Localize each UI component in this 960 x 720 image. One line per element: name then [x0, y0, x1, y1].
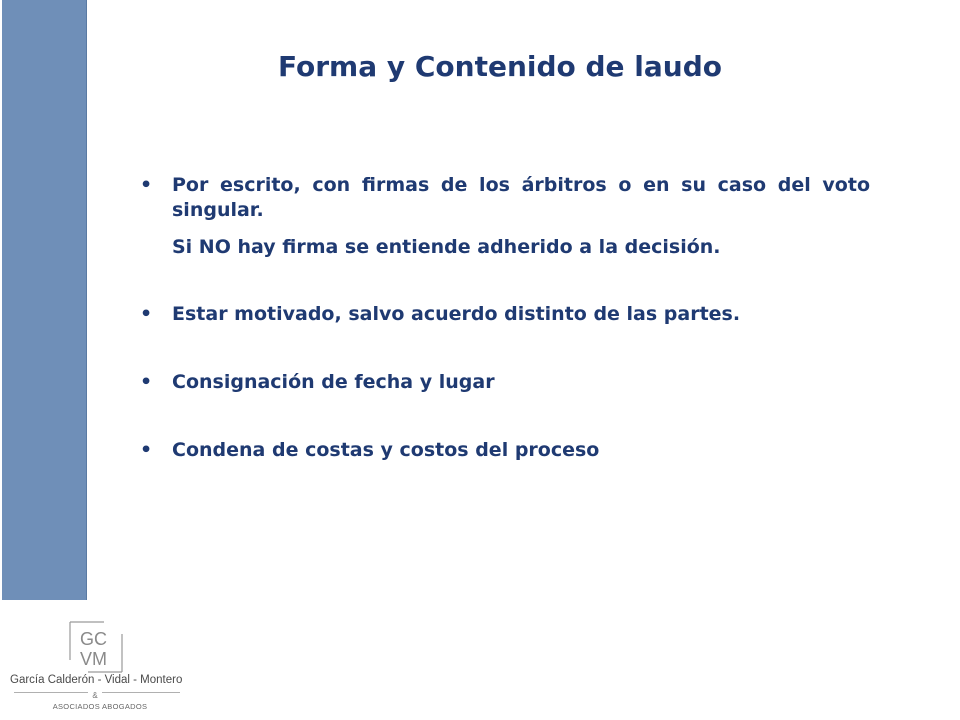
bullet-icon: •: [140, 174, 153, 196]
firm-logo: [10, 616, 183, 716]
bullet-text: Condena de costas y costos del proceso: [172, 439, 600, 461]
bullet-text: Por escrito, con firmas de los árbitros o en su caso del voto singular.: [172, 174, 870, 221]
bullet-icon: •: [140, 371, 153, 393]
bullet-list: [138, 173, 870, 463]
gcvm-monogram-icon: [68, 620, 124, 674]
firm-name: García Calderón - Vidal - Montero: [10, 674, 183, 686]
bullet-icon: •: [140, 439, 153, 461]
side-accent-bar: [2, 0, 87, 600]
bullet-item-3: [138, 370, 870, 395]
bullet-item-1: [138, 173, 870, 260]
bullet-item-4: [138, 438, 870, 463]
bullet-subtext: Si NO hay firma se entiende adherido a la decisión.: [172, 236, 721, 258]
svg-text:VM: VM: [80, 649, 107, 669]
logo-ampersand: &: [88, 691, 102, 700]
bullet-item-2: [138, 302, 870, 327]
bullet-icon: •: [140, 303, 153, 325]
bullet-text: Consignación de fecha y lugar: [172, 371, 495, 393]
svg-text:GC: GC: [80, 629, 107, 649]
bullet-text: Estar motivado, salvo acuerdo distinto de las partes.: [172, 303, 741, 325]
slide-title: Forma y Contenido de laudo: [278, 50, 722, 83]
firm-subtitle: ASOCIADOS ABOGADOS: [52, 702, 148, 711]
